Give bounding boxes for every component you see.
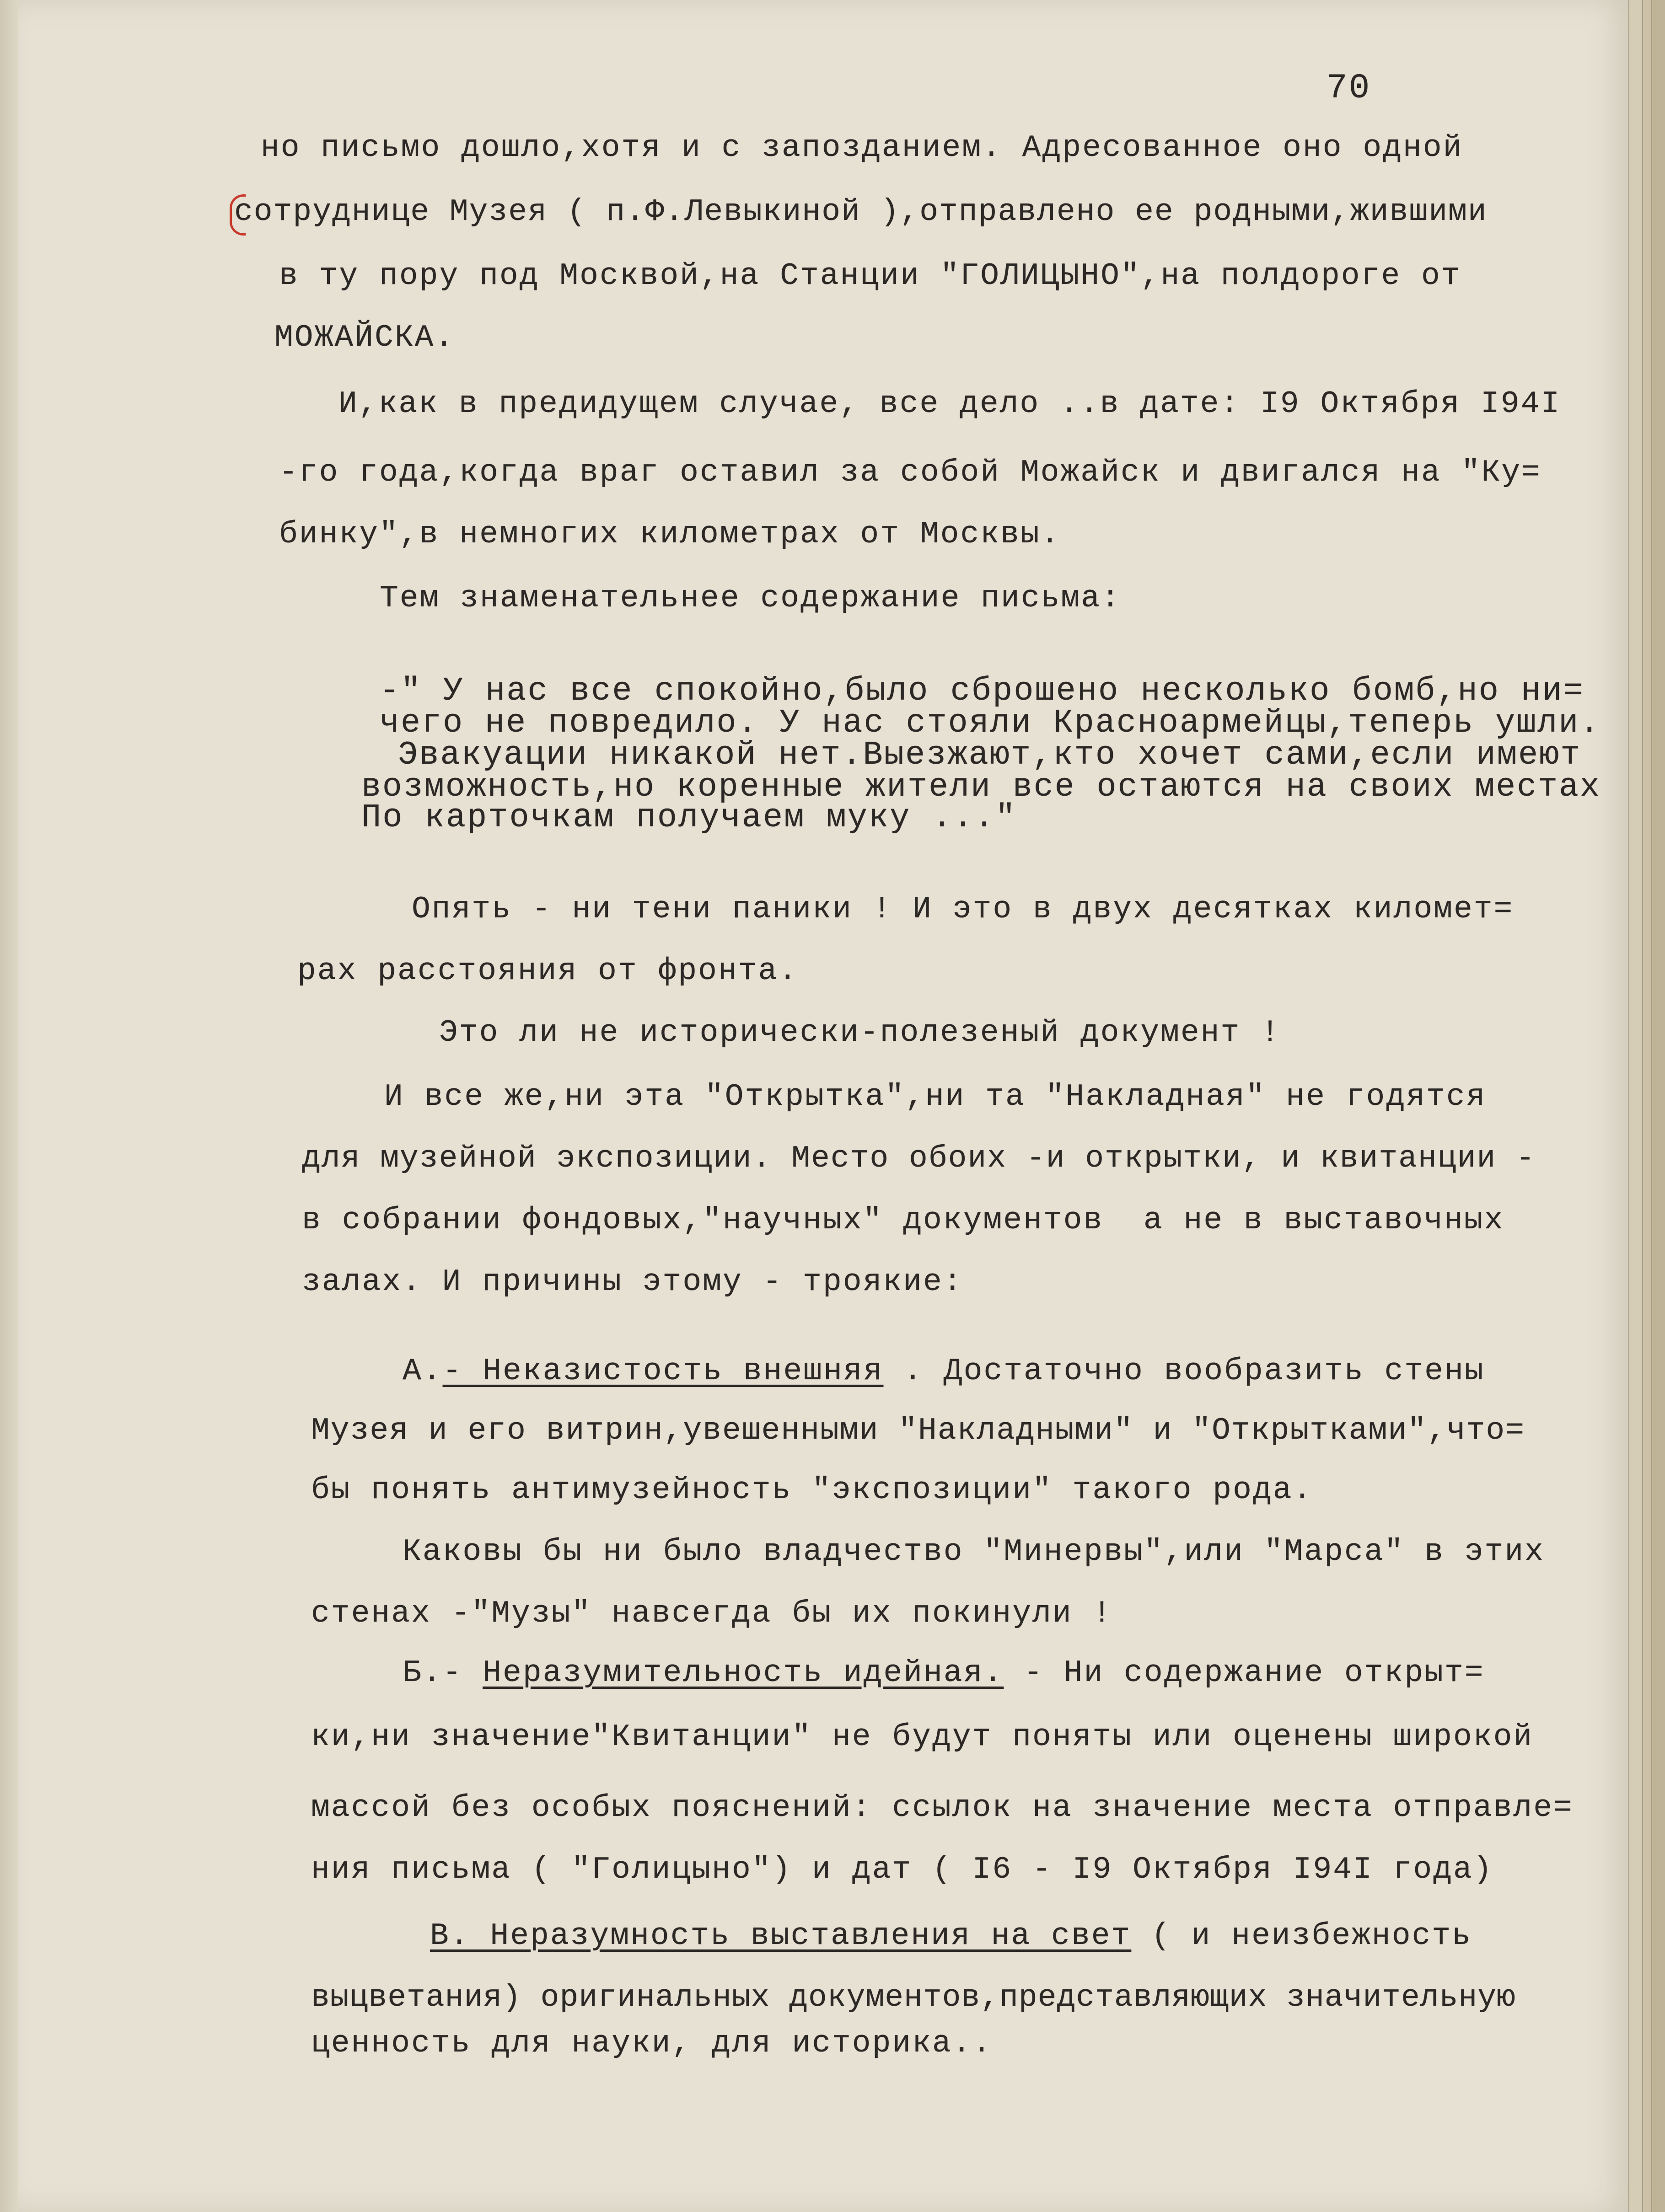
text-line: бинку",в немногих километрах от Москвы. <box>279 517 1061 552</box>
text-line: массой без особых пояснений: ссылок на значение места отправле= <box>311 1790 1574 1826</box>
point-c-heading: В. Неразумность выставления на свет <box>430 1918 1132 1954</box>
page-edge <box>1651 0 1665 2212</box>
point-c-text: ( и неизбежность <box>1151 1918 1472 1954</box>
quote-line: возможность,но коренные жители все остаются на своих местах <box>361 768 1601 806</box>
text-line: Каковы бы ни было владчество "Минервы",или "Марса" в этих <box>403 1534 1545 1569</box>
point-b-text: - Ни содержание открыт= <box>1004 1655 1485 1691</box>
point-a-line <box>403 1356 1485 1387</box>
point-b-label: Б.- <box>403 1655 483 1691</box>
quote-line: Эвакуации никакой нет.Выезжают,кто хочет сами,если имеют <box>398 736 1582 774</box>
text-line: И,как в предидущем случае, все дело ..в дате: I9 Октября I94I <box>338 386 1561 422</box>
text-line: но письмо дошло,хотя и с запозданием. Адресованное оно одной <box>261 130 1463 166</box>
text-line: И все же,ни эта "Открытка",ни та "Накладная" не годятся <box>384 1079 1487 1114</box>
text-line: выцветания) оригинальных документов,представляющих значительную <box>311 1980 1516 2015</box>
text-line: в собрании фондовых,"научных" документов а не в выставочных <box>302 1203 1504 1238</box>
text-line: Это ли не исторически-полезеный документ ! <box>439 1015 1281 1050</box>
page-edge <box>1628 0 1643 2212</box>
text-line: Опять - ни тени паники ! И это в двух десятках километ= <box>412 892 1514 927</box>
point-c-line <box>430 1918 1472 1954</box>
quote-line: -" У нас все спокойно,было сброшено несколько бомб,но ни= <box>380 672 1584 710</box>
text-line: ния письма ( "Голицыно") и дат ( I6 - I9 Октября I94I года) <box>311 1852 1493 1887</box>
text-line: в ту пору под Москвой,на Станции "ГОЛИЦЫНО",на полдороге от <box>279 258 1461 294</box>
typewritten-sheet <box>18 0 1628 2212</box>
text-line: МОЖАЙСКА. <box>274 320 455 355</box>
text-line: рах расстояния от фронта. <box>297 953 799 989</box>
quote-line: По карточкам получаем муку ..." <box>361 799 1017 836</box>
point-a-heading: - Неказистость внешняя <box>442 1354 884 1389</box>
text-line: -го года,когда враг оставил за собой Можайск и двигался на "Ку= <box>279 455 1541 490</box>
quote-line: чего не повредило. У нас стояли Красноармейцы,теперь ушли. <box>380 704 1601 742</box>
text-line: сотруднице Музея ( п.Ф.Левыкиной ),отправлено ее родными,жившими <box>234 194 1488 230</box>
page-edge <box>1642 0 1652 2212</box>
text-line: бы понять антимузейность "экспозиции" такого рода. <box>311 1473 1313 1508</box>
text-line: ценность для науки, для историка.. <box>311 2026 993 2061</box>
point-a-label: А. <box>403 1354 443 1389</box>
point-b-line <box>403 1655 1485 1691</box>
text-line: стенах -"Музы" навсегда бы их покинули ! <box>311 1596 1113 1631</box>
page-number: 70 <box>1327 69 1371 108</box>
point-a-text: . Достаточно вообразить стены <box>883 1354 1485 1389</box>
text-line: Музея и его витрин,увешенными "Накладными" и "Открытками",что= <box>311 1413 1525 1448</box>
point-b-heading: Неразумительность идейная. <box>483 1655 1004 1691</box>
text-line: для музейной экспозиции. Место обоих -и открытки, и квитанции - <box>302 1141 1536 1176</box>
text-line: Тем знаменательнее содержание письма: <box>380 581 1121 616</box>
text-line: ки,ни значение"Квитанции" не будут поняты или оценены широкой <box>311 1719 1534 1755</box>
text-line: залах. И причины этому - троякие: <box>302 1264 963 1300</box>
